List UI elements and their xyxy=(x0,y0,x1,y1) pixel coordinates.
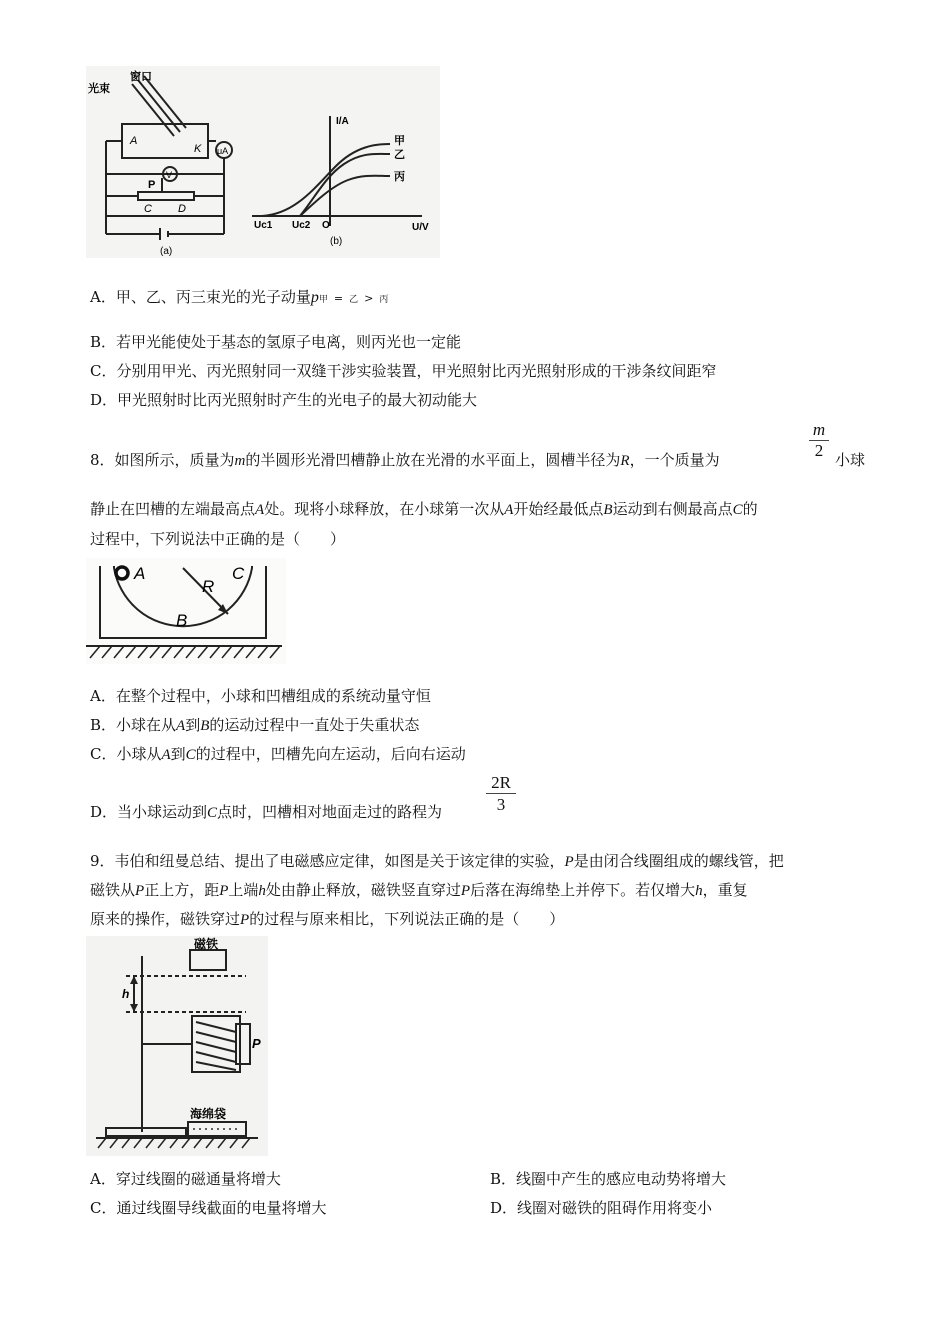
groove-point-a: A xyxy=(134,564,146,583)
q8-groove-figure xyxy=(86,558,286,664)
point-d-label: D xyxy=(178,203,186,215)
curve-jia-label: 甲 xyxy=(394,135,405,147)
electrode-a-label: A xyxy=(130,135,138,147)
window-label: 窗口 xyxy=(130,71,152,83)
solenoid-p-label: P xyxy=(252,1036,261,1051)
q8-mass-fraction: m 2 xyxy=(809,420,829,461)
q7-option-d: D．甲光照射时比丙光照射时产生的光电子的最大初动能大 xyxy=(90,391,478,409)
beam-label: 光束 xyxy=(88,83,110,95)
caption-a: (a) xyxy=(160,246,173,257)
q8-stem-line1-end: 小球 xyxy=(835,451,866,469)
q7-option-a: A．甲、乙、丙三束光的光子动量p甲 = 乙 > 丙 xyxy=(90,288,389,306)
q8-stem-line1: 8．如图所示，质量为m的半圆形光滑凹槽静止放在光滑的水平面上，圆槽半径为R，一个质量为 xyxy=(90,451,720,469)
q8-option-d: D．当小球运动到C点时，凹槽相对地面走过的路程为 xyxy=(90,803,443,821)
q9-option-d: D．线圈对磁铁的阻碍作用将变小 xyxy=(490,1199,713,1217)
slider-p-label: P xyxy=(148,179,156,191)
groove-radius-r: R xyxy=(202,577,215,596)
q7-option-b: B．若甲光能使处于基态的氢原子电离，则丙光也一定能 xyxy=(90,333,462,351)
height-h-label: h xyxy=(122,987,130,1001)
q9-stem-line2: 磁铁从P正上方，距P上端h处由静止释放，磁铁竖直穿过P后落在海绵垫上并停下。若仅增大h，重复 xyxy=(90,881,748,899)
graph-ylabel: I/A xyxy=(336,116,349,127)
sponge-label: 海绵袋 xyxy=(190,1107,227,1121)
microammeter-label: μA xyxy=(217,146,229,156)
q9-induction-figure xyxy=(86,936,268,1156)
graph-uc2: Uc2 xyxy=(292,220,311,231)
q8-option-b: B．小球在从A到B的运动过程中一直处于失重状态 xyxy=(90,716,420,734)
magnet-label: 磁铁 xyxy=(194,937,219,951)
curve-yi-label: 乙 xyxy=(394,149,405,161)
ball-icon xyxy=(116,567,128,579)
graph-uc1: Uc1 xyxy=(254,220,273,231)
q8-option-a: A．在整个过程中，小球和凹槽组成的系统动量守恒 xyxy=(90,687,431,705)
graph-xlabel: U/V xyxy=(412,222,429,233)
curve-bing-label: 丙 xyxy=(394,171,405,183)
q9-option-a: A．穿过线圈的磁通量将增大 xyxy=(90,1170,281,1188)
q8-option-c: C．小球从A到C的过程中，凹槽先向左运动，后向右运动 xyxy=(90,745,466,763)
voltmeter-label: V xyxy=(166,170,173,180)
photoelectric-figure xyxy=(86,66,440,258)
caption-b: (b) xyxy=(330,236,343,247)
groove-point-b: B xyxy=(176,611,188,630)
groove-point-c: C xyxy=(232,564,245,583)
q8-stem-line2: 静止在凹槽的左端最高点A处。现将小球释放，在小球第一次从A开始经最低点B运动到右侧最高点C的 xyxy=(90,500,758,518)
q7-option-c: C．分别用甲光、丙光照射同一双缝干涉实验装置，甲光照射比丙光照射形成的干涉条纹间距窄 xyxy=(90,362,717,380)
point-c-label: C xyxy=(144,203,152,215)
q9-option-b: B．线圈中产生的感应电动势将增大 xyxy=(490,1170,727,1188)
graph-origin: O xyxy=(322,220,330,231)
q9-option-c: C．通过线圈导线截面的电量将增大 xyxy=(90,1199,327,1217)
q8-path-fraction: 2R 3 xyxy=(486,772,516,815)
q9-stem-line1: 9．韦伯和纽曼总结、提出了电磁感应定律，如图是关于该定律的实验，P是由闭合线圈组成的螺线管，把 xyxy=(90,852,784,870)
electrode-k-label: K xyxy=(194,143,202,155)
q8-stem-line3: 过程中，下列说法中正确的是（ ） xyxy=(90,530,346,548)
q9-stem-line3: 原来的操作，磁铁穿过P的过程与原来相比，下列说法正确的是（ ） xyxy=(90,910,565,928)
